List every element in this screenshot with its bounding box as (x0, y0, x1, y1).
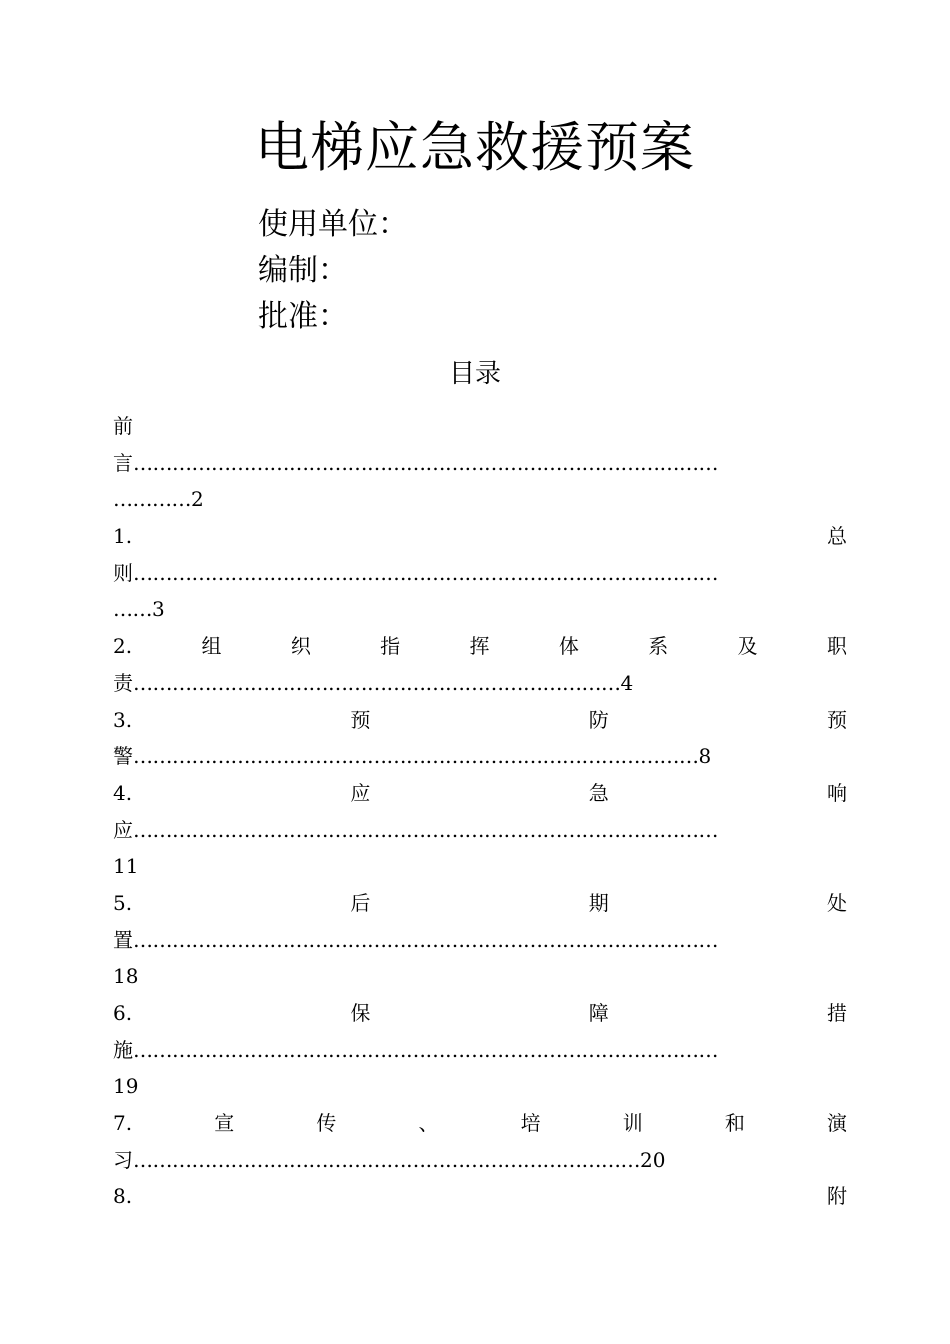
toc-page-number: 3 (152, 597, 165, 622)
toc-entry-char: 宣 (214, 1111, 235, 1136)
toc-line (113, 555, 847, 592)
toc-entry-number: 4. (113, 780, 133, 805)
toc-line (113, 481, 847, 518)
approved-by-label: 批准： (258, 299, 348, 334)
toc-entry-char: 施 (113, 1037, 133, 1062)
toc-entry-char: 应 (113, 817, 133, 842)
toc-leader-dots: ……………………………………………………………………………… (133, 927, 718, 952)
toc-leader-dots: …………………………………………………………………… (133, 1147, 640, 1172)
toc-line (113, 995, 847, 1032)
toc-leader-dots: ………… (113, 487, 191, 512)
toc-entry-number: 3. (113, 707, 133, 732)
toc-page-number: 8 (698, 744, 712, 769)
toc-entry-char: 总 (827, 524, 847, 549)
toc-entry-char: 预 (826, 707, 847, 732)
toc-heading: 目录 (448, 359, 501, 389)
toc-page-number: 4 (620, 670, 634, 695)
toc-entry-char: 训 (622, 1111, 643, 1136)
toc-leader-dots: ……………………………………………………………………………… (133, 1037, 718, 1062)
toc-entry-number: 2. (113, 634, 133, 659)
toc-line (113, 518, 847, 555)
toc-entry-char: 、 (418, 1111, 439, 1136)
toc-leader-dots: …………………………………………………………………………… (133, 744, 699, 769)
toc-entry-char: 指 (380, 634, 401, 659)
compiled-by-label: 编制： (258, 253, 348, 288)
toc-entry-char: 织 (290, 634, 311, 659)
toc-entry-char: 前 (113, 414, 133, 438)
toc-entry-char: 障 (588, 1001, 609, 1025)
toc-line (113, 775, 847, 812)
toc-line (113, 1142, 847, 1179)
toc-line (113, 628, 847, 665)
use-unit-label: 使用单位： (258, 207, 408, 242)
toc-entry-char: 后 (350, 890, 371, 915)
toc-entry-number: 8. (113, 1184, 133, 1209)
toc-line (113, 1068, 847, 1105)
toc-entry-char: 体 (558, 634, 579, 659)
toc-entry-char: 责 (113, 670, 133, 695)
toc-entry-char: 预 (350, 707, 371, 732)
toc-entry-number: 7. (113, 1111, 133, 1136)
toc-entry-char: 组 (201, 634, 222, 659)
toc-entry-char: 挥 (469, 634, 490, 659)
toc-entry-char: 则 (113, 560, 133, 585)
toc-line (113, 958, 847, 995)
toc-line (113, 885, 847, 922)
toc-entry-char: 期 (588, 890, 609, 915)
toc-entry-char: 应 (350, 780, 371, 805)
toc-entry-char: 处 (826, 890, 847, 915)
toc-line (113, 812, 847, 849)
toc-line (113, 738, 847, 775)
toc-leader-dots: ……………………………………………………………………………… (133, 450, 718, 475)
toc-entry-char: 附 (827, 1184, 847, 1209)
toc-leader-dots: …… (113, 597, 152, 622)
toc-line (113, 665, 847, 702)
table-of-contents (113, 408, 847, 1215)
toc-entry-char: 及 (737, 634, 758, 659)
toc-entry-char: 系 (648, 634, 669, 659)
toc-line (113, 1178, 847, 1215)
toc-entry-char: 急 (588, 780, 609, 805)
toc-line (113, 922, 847, 959)
toc-line (113, 445, 847, 482)
toc-line (113, 591, 847, 628)
toc-page-number: 11 (113, 854, 139, 879)
toc-entry-char: 和 (724, 1111, 745, 1136)
toc-entry-char: 置 (113, 927, 133, 952)
toc-leader-dots: ………………………………………………………………… (133, 670, 621, 695)
toc-entry-char: 传 (316, 1111, 337, 1136)
toc-line (113, 702, 847, 739)
toc-entry-char: 培 (520, 1111, 541, 1136)
document-title: 电梯应急救援预案 (255, 116, 695, 179)
toc-entry-char: 演 (826, 1111, 847, 1136)
toc-line (113, 848, 847, 885)
toc-line (113, 1032, 847, 1069)
toc-line (113, 408, 847, 445)
toc-entry-number: 1. (113, 524, 133, 549)
toc-line (113, 1105, 847, 1142)
toc-page-number: 18 (113, 964, 139, 989)
toc-entry-char: 职 (826, 634, 847, 659)
toc-entry-char: 防 (588, 707, 609, 732)
toc-entry-number: 6. (113, 1001, 133, 1025)
document-meta (258, 202, 408, 340)
toc-leader-dots: ……………………………………………………………………………… (133, 817, 718, 842)
toc-leader-dots: ……………………………………………………………………………… (133, 560, 718, 585)
toc-entry-char: 保 (350, 1001, 371, 1025)
toc-entry-char: 习 (113, 1147, 133, 1172)
toc-entry-char: 言 (113, 450, 133, 475)
toc-page-number: 2 (191, 487, 204, 512)
toc-page-number: 20 (640, 1147, 666, 1172)
toc-entry-char: 响 (826, 780, 847, 805)
toc-entry-char: 措 (826, 1001, 847, 1025)
toc-entry-number: 5. (113, 890, 133, 915)
toc-entry-char: 警 (113, 744, 133, 769)
toc-page-number: 19 (113, 1074, 139, 1099)
